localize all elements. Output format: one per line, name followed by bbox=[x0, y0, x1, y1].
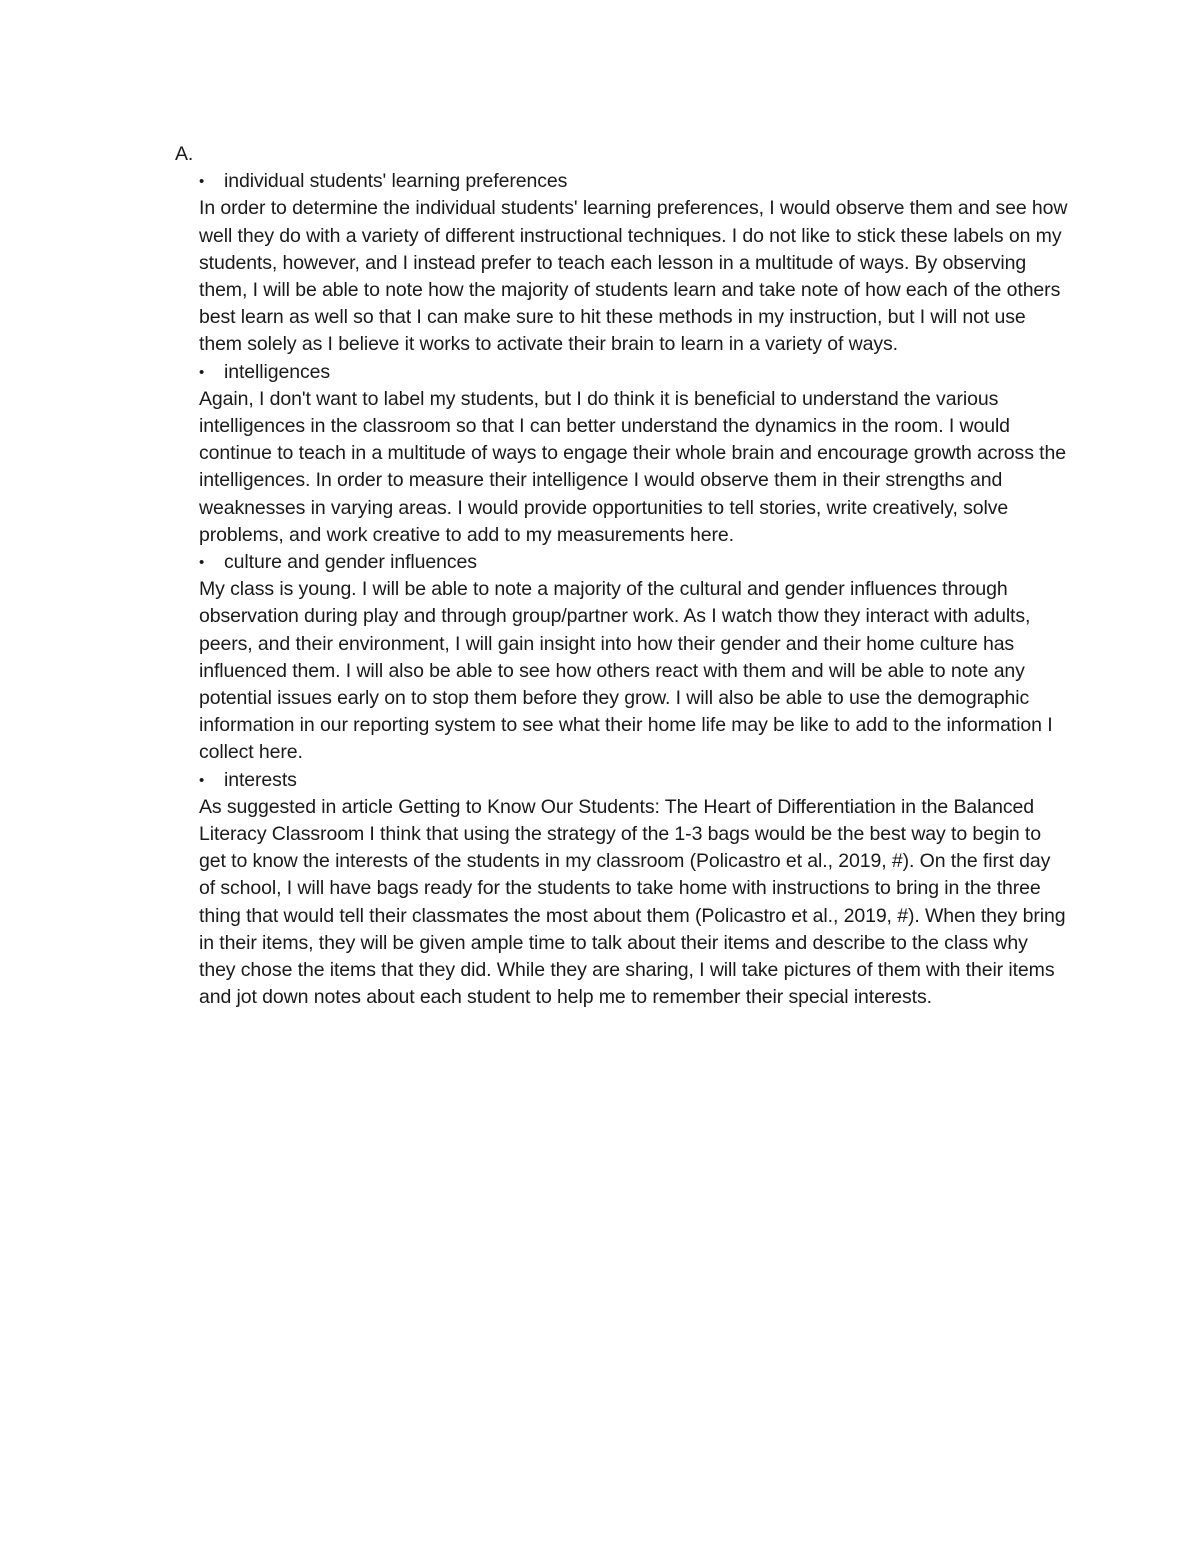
section-culture-gender bbox=[175, 549, 1075, 767]
paragraph: As suggested in article Getting to Know Our Students: The Heart of Differentiation in the Balanced Literacy Classroom I think that using the strategy of the 1-3 bags would be the best way to begin to get to know the interests of the students in my classroom (Policastro et al., 2019, #). On the first day of school, I will have bags ready for the students to take home with instructions to bring in the three thing that would tell their classmates the most about them (Policastro et al., 2019, #). When they bring in their items, they will be given ample time to talk about their items and describe to the class why they chose the items that they did. While they are sharing, I will take pictures of them with their items and jot down notes about each student to help me to remember their special interests. bbox=[199, 795, 1066, 1009]
bullet-row bbox=[199, 168, 1075, 195]
section-learning-preferences bbox=[175, 168, 1075, 358]
bullet-icon: • bbox=[199, 363, 205, 381]
bullet-icon: • bbox=[199, 554, 205, 572]
section-intelligences bbox=[175, 359, 1075, 549]
section-heading: A. bbox=[175, 143, 194, 165]
bullet-label: interests bbox=[224, 768, 297, 791]
bullet-icon: • bbox=[199, 771, 205, 789]
bullet-label: intelligences bbox=[224, 360, 331, 383]
bullet-label: individual students' learning preferences bbox=[224, 170, 568, 193]
paragraph: In order to determine the individual students' learning preferences, I would observe them and see how well they do with a variety of different instructional techniques. I do not like to stick these labels on my students, however, and I instead prefer to teach each lesson in a multitude of ways. By observing them, I will be able to note how the majority of students learn and take note of how each of the others best learn as well so that I can make sure to hit these methods in my instruction, but I will not use them solely as I believe it works to activate their brain to learn in a variety of ways. bbox=[199, 197, 1068, 356]
paragraph: My class is young. I will be able to note a majority of the cultural and gender influences through observation during play and through group/partner work. As I watch thow they interact with adults, peers, and their environment, I will gain insight into how their gender and their home culture has influenced them. I will also be able to see how others react with them and will be able to note any potential issues early on to stop them before they grow. I will also be able to use the demographic information in our reporting system to see what their home life may be like to add to the information I collect here. bbox=[199, 578, 1053, 764]
bullet-row bbox=[199, 767, 1075, 794]
bullet-row bbox=[199, 549, 1075, 576]
bullet-icon: • bbox=[199, 173, 205, 191]
bullet-row bbox=[199, 359, 1075, 386]
paragraph: Again, I don't want to label my students, but I do think it is beneficial to understand the various intelligences in the classroom so that I can better understand the dynamics in the room. I would continue to teach in a multitude of ways to engage their whole brain and encourage growth across the intelligences. In order to measure their intelligence I would observe them in their strengths and weaknesses in varying areas. I would provide opportunities to tell stories, write creatively, solve problems, and work creative to add to my measurements here. bbox=[199, 387, 1066, 546]
section-interests bbox=[175, 767, 1075, 1012]
bullet-label: culture and gender influences bbox=[224, 551, 477, 574]
document-content bbox=[175, 141, 1075, 1012]
